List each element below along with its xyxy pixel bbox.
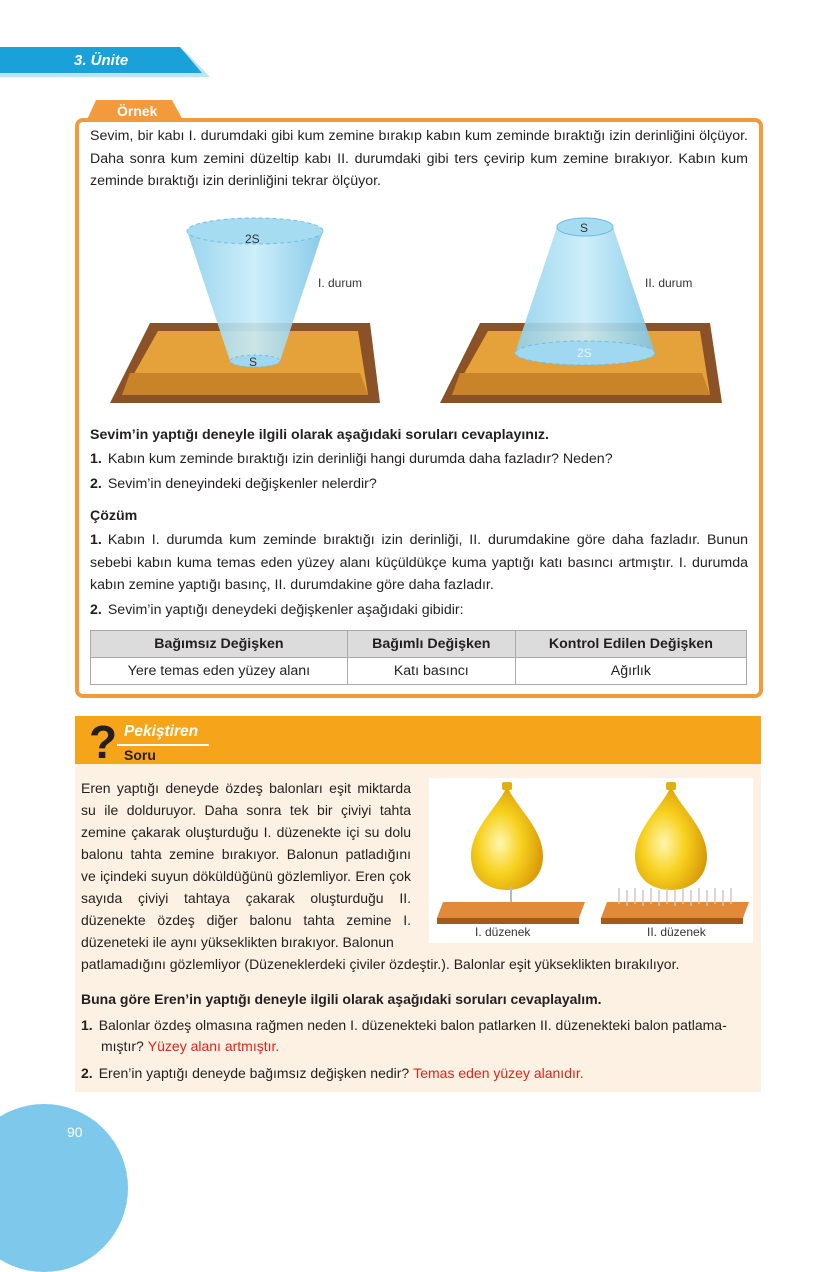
practice-text-end: patlamadığını gözlemliyor (Düzeneklerdeki çiviler özdeştir.). Balonlar eşit yükseklikten bırakılıyor. xyxy=(81,956,680,972)
table-cell: Katı basıncı xyxy=(347,658,515,685)
table-cell: Yere temas eden yüzey alanı xyxy=(91,658,348,685)
label-left-top: 2S xyxy=(245,232,260,246)
board-left xyxy=(437,886,585,924)
label-state-1: I. durum xyxy=(318,276,363,290)
label-state-2: II. durum xyxy=(645,276,693,290)
table-header: Kontrol Edilen Değişken xyxy=(515,631,746,658)
balloon-left xyxy=(471,782,543,890)
practice-question-2: 2. Eren’in yaptığı deneyde bağımsız değişken nedir? Temas eden yüzey alanıdır. xyxy=(81,1065,584,1081)
unit-title: 3. Ünite xyxy=(74,52,129,69)
label-left-bottom: S xyxy=(249,355,258,369)
table-row xyxy=(91,658,747,685)
solution-2: 2. Sevim’in yaptığı deneydeki değişkenler aşağıdaki gibidir: xyxy=(90,602,464,618)
question-1: 1. Kabın kum zeminde bıraktığı izin derinliği hangi durumda daha fazladır? Neden? xyxy=(90,451,613,467)
table-cell: Ağırlık xyxy=(515,658,746,685)
practice-question-1-cont: mıştır? Yüzey alanı artmıştır. xyxy=(101,1038,280,1054)
practice-question-1: 1. Balonlar özdeş olmasına rağmen neden I. düzenekteki balon patlarken II. düzenekteki balon patlama- xyxy=(81,1017,727,1033)
solution-1: 1. Kabın I. durumda kum zeminde bıraktığı izin derinliği, II. durumdakine göre daha fazladır. Bunun sebebi kabın kuma temas eden yüzey alanı küçüldükçe kuma yaptığı katı basıncı artmıştır. I. durumda kabın zemine yaptığı basınç, II. durumdakine göre daha fazladır. xyxy=(90,532,748,593)
variables-table xyxy=(90,630,747,685)
table-header: Bağımlı Değişken xyxy=(347,631,515,658)
cup-right xyxy=(515,218,655,365)
page-number: 90 xyxy=(67,1124,83,1140)
svg-text:?: ? xyxy=(89,716,118,764)
label-right-bottom: 2S xyxy=(577,346,592,360)
label-right-top: S xyxy=(580,221,589,235)
practice-title: Pekiştiren xyxy=(124,723,199,740)
practice-subtitle: Soru xyxy=(124,747,156,763)
example-tab-label: Örnek xyxy=(117,103,158,119)
board-right xyxy=(601,888,749,924)
practice-text: Eren yaptığı deneyde özdeş balonları eşit miktarda su ile dolduruyor. Daha sonra tek bir çiviyi tahta zemine çakarak oluşturduğu I. düzenekte içi su dolu balonu tahta zemine bırakıyor. Balonun patladığını ve içindeki suyun döküldüğünü gözlemliyor. Eren çok sayıda çiviyi tahtaya çakarak oluşturduğu II. düzenekte özdeş diğer balonu tahta zemine I. düzeneteki ile aynı yükseklikten bırakıyor. Balonun xyxy=(81,780,411,950)
practice-questions-heading: Buna göre Eren’in yaptığı deneyle ilgili olarak aşağıdaki soruları cevaplayalım. xyxy=(81,991,602,1007)
practice-title-underline xyxy=(117,744,209,746)
page-number-badge xyxy=(0,1104,128,1272)
answer-2: Temas eden yüzey alanıdır. xyxy=(413,1065,584,1081)
questions-heading: Sevim’in yaptığı deneyle ilgili olarak aşağıdaki soruları cevaplayınız. xyxy=(90,427,549,443)
balloon-right xyxy=(635,782,707,890)
example-intro: Sevim, bir kabı I. durumdaki gibi kum zemine bırakıp kabın kum zeminde bıraktığı izin derinliğini ölçüyor. Daha sonra kum zemini düzeltip kabı II. durumdaki gibi ters çevirip kum zemine bırakıyor. Kabın kum zeminde bıraktığı izin derinliğini tekrar ölçüyor. xyxy=(90,128,748,189)
table-header-row xyxy=(91,631,747,658)
question-mark-icon xyxy=(85,716,121,764)
balloon-figure xyxy=(429,778,753,943)
answer-1: Yüzey alanı artmıştır. xyxy=(147,1038,280,1054)
label-setup-2: II. düzenek xyxy=(647,925,706,939)
solution-heading: Çözüm xyxy=(90,508,138,524)
question-2: 2. Sevim’in deneyindeki değişkenler nelerdir? xyxy=(90,476,377,492)
table-header: Bağımsız Değişken xyxy=(91,631,348,658)
sand-figure xyxy=(110,213,725,405)
label-setup-1: I. düzenek xyxy=(475,925,531,939)
